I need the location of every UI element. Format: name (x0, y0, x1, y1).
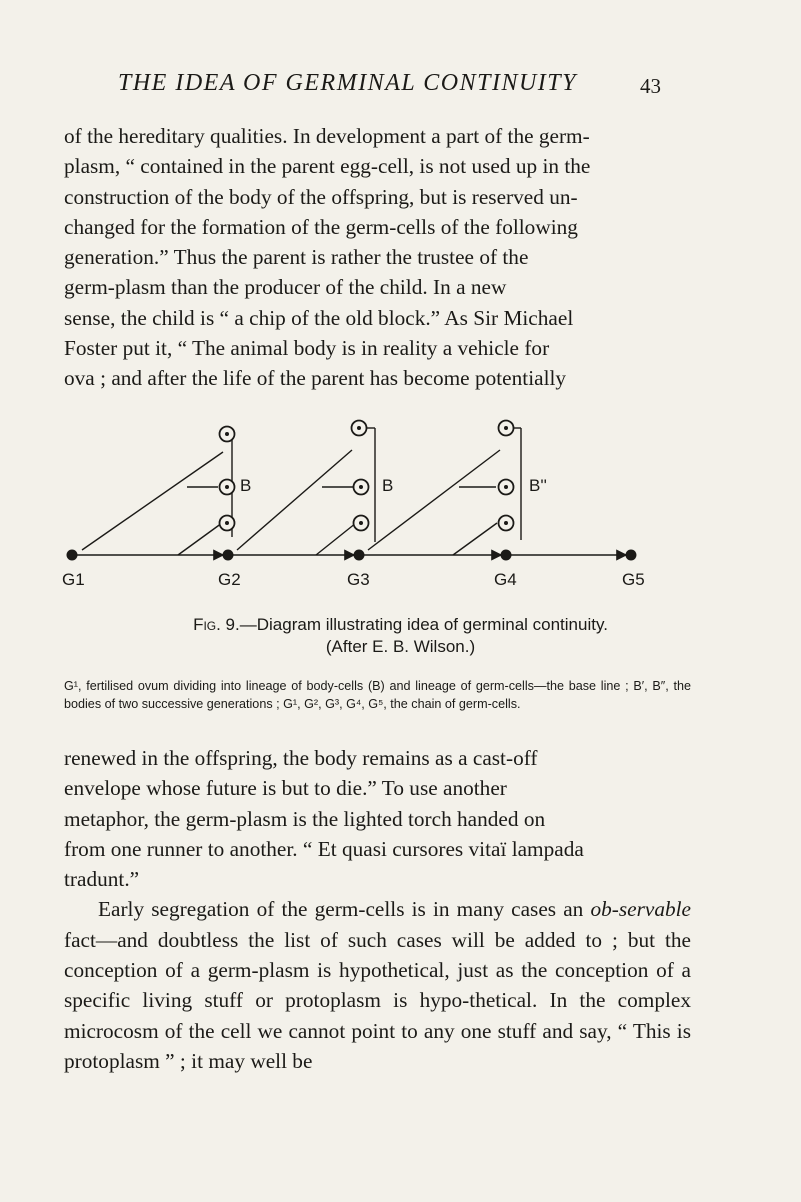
figure-title-text: —Diagram illustrating idea of germinal continuity. (239, 615, 608, 634)
paragraph-early-segregation (64, 894, 691, 1076)
figure-caption: G¹, fertilised ovum dividing into lineage of body-cells (B) and lineage of germ-cells—the base line ; B′, B″, the bodies of two successive generations ; G¹, G², G³, G⁴, G⁵, the chain of germ-cells. (64, 679, 691, 711)
text-line: ova ; and after the life of the parent has become potentially (64, 366, 567, 391)
text-line: renewed in the offspring, the body remains as a cast-off (64, 746, 538, 770)
text-line: construction of the body of the offspring, but is reserved un- (64, 184, 578, 209)
para2-start: Early segregation of the germ-cells is in many cases an (98, 897, 591, 922)
text-line: germ-plasm than the producer of the child. In a new (64, 275, 507, 300)
text-line: envelope whose future is but to die.” To use another (64, 776, 507, 801)
running-head: THE IDEA OF GERMINAL CONTINUITY (118, 70, 577, 96)
label-g3: G3 (347, 570, 370, 589)
germinal-continuity-diagram (0, 392, 801, 597)
text-line: Foster put it, “ The animal body is in reality a vehicle for (64, 336, 550, 361)
para2-rest: fact—and doubtless the list of such cases will be added to ; but the conception of a germ-plasm is hypothetical, just as the conception of a specific living stuff or protoplasm is hypo-thetical. In the complex microcosm of the cell we cannot point to any one stuff and say, “ This is protoplasm ” ; it may well be (64, 927, 691, 1073)
germ-cell-g5 (626, 550, 637, 561)
bottom-paragraphs (64, 743, 691, 1076)
text-line: from one runner to another. “ Et quasi cursores vitaï lampada (64, 836, 584, 861)
para2-italic: ob-servable (590, 897, 691, 922)
germ-cell-g4 (501, 550, 512, 561)
germ-cell-g1 (67, 550, 78, 561)
page-number: 43 (640, 74, 661, 98)
figure-title (0, 614, 801, 658)
label-body-1: B (240, 476, 252, 495)
label-g4: G4 (494, 570, 517, 589)
text-line: tradunt.” (64, 867, 140, 892)
text-line: changed for the formation of the germ-cells of the following (64, 214, 578, 239)
label-g5: G5 (622, 570, 645, 589)
text-line: plasm, “ contained in the parent egg-cell, is not used up in the (64, 154, 591, 179)
label-g1: G1 (62, 570, 85, 589)
figure-number: Fig. 9. (193, 615, 240, 634)
germ-cell-g3 (354, 550, 365, 561)
text-line: of the hereditary qualities. In development a part of the germ- (64, 124, 590, 148)
text-line: sense, the child is “ a chip of the old block.” As Sir Michael (64, 305, 574, 330)
label-body-3: B'' (529, 476, 547, 495)
label-g2: G2 (218, 570, 241, 589)
text-line: generation.” Thus the parent is rather the trustee of the (64, 245, 529, 270)
germ-cell-g2 (223, 550, 234, 561)
top-paragraph (64, 121, 691, 394)
text-line: metaphor, the germ-plasm is the lighted torch handed on (64, 806, 546, 831)
label-body-2: B (382, 476, 394, 495)
figure-attribution: (After E. B. Wilson.) (325, 637, 476, 656)
